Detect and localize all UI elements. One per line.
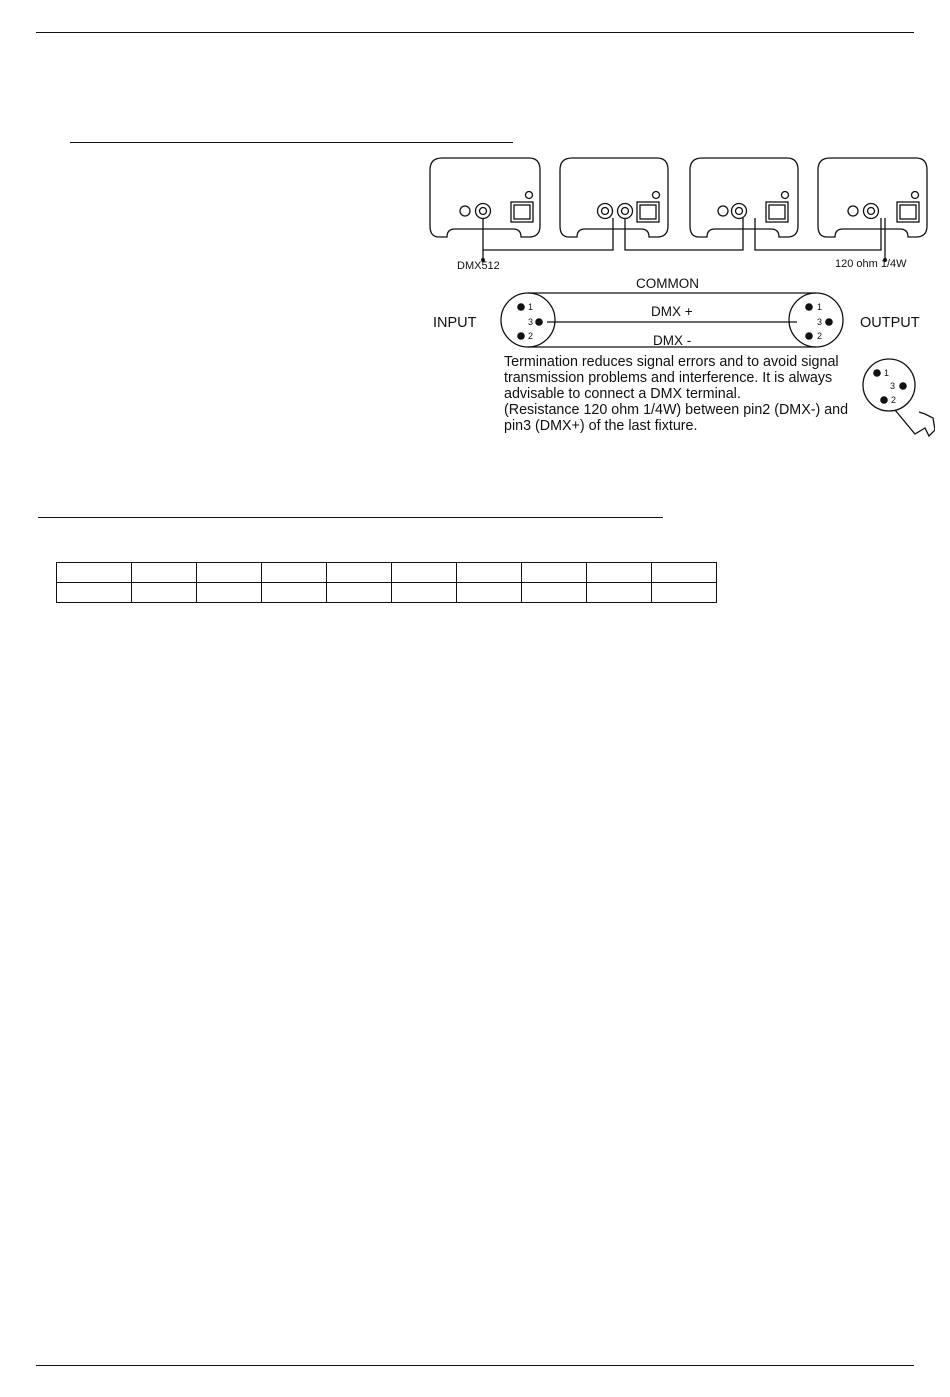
output-xlr-connector [789, 293, 843, 347]
termination-note [504, 354, 874, 434]
input-pin-1: 1 [528, 302, 534, 312]
dmx-cable-chain [483, 218, 885, 250]
termination-note-line: transmission problems and interference. It is always [504, 370, 833, 386]
terminal-pin-2: 2 [891, 395, 897, 405]
dmx-plus-label: DMX + [651, 304, 693, 319]
input-pin-2: 2 [528, 331, 534, 341]
fixture-2 [560, 158, 668, 237]
input-pin-3: 3 [528, 317, 534, 327]
terminator-label: 120 ohm 1/4W [835, 258, 907, 270]
output-pin-1: 1 [817, 302, 823, 312]
hand-pointer-icon [895, 410, 935, 436]
footer-rule [36, 1365, 914, 1366]
header-rule [36, 32, 914, 33]
termination-note-line: advisable to connect a DMX terminal. [504, 386, 741, 402]
terminal-pin-1: 1 [884, 368, 890, 378]
dmx-minus-label: DMX - [653, 333, 692, 348]
terminal-pin-3: 3 [890, 381, 896, 391]
section-underline-dmx [70, 142, 513, 143]
termination-note-line: pin3 (DMX+) of the last fixture. [504, 418, 698, 434]
termination-note-line: (Resistance 120 ohm 1/4W) between pin2 (DMX-) and [504, 402, 849, 418]
address-table [56, 562, 717, 603]
fixture-4 [818, 158, 927, 237]
common-label: COMMON [636, 276, 699, 291]
fixture-3 [690, 158, 798, 237]
table-row [57, 563, 717, 583]
output-pin-2: 2 [817, 331, 823, 341]
fixture-1 [430, 158, 540, 237]
input-label: INPUT [433, 315, 477, 331]
output-label: OUTPUT [860, 315, 920, 331]
dmx512-label: DMX512 [457, 260, 500, 272]
section-underline-table [38, 517, 663, 518]
output-pin-3: 3 [817, 317, 823, 327]
table-row [57, 583, 717, 603]
termination-note-line: Termination reduces signal errors and to avoid signal [504, 354, 839, 370]
